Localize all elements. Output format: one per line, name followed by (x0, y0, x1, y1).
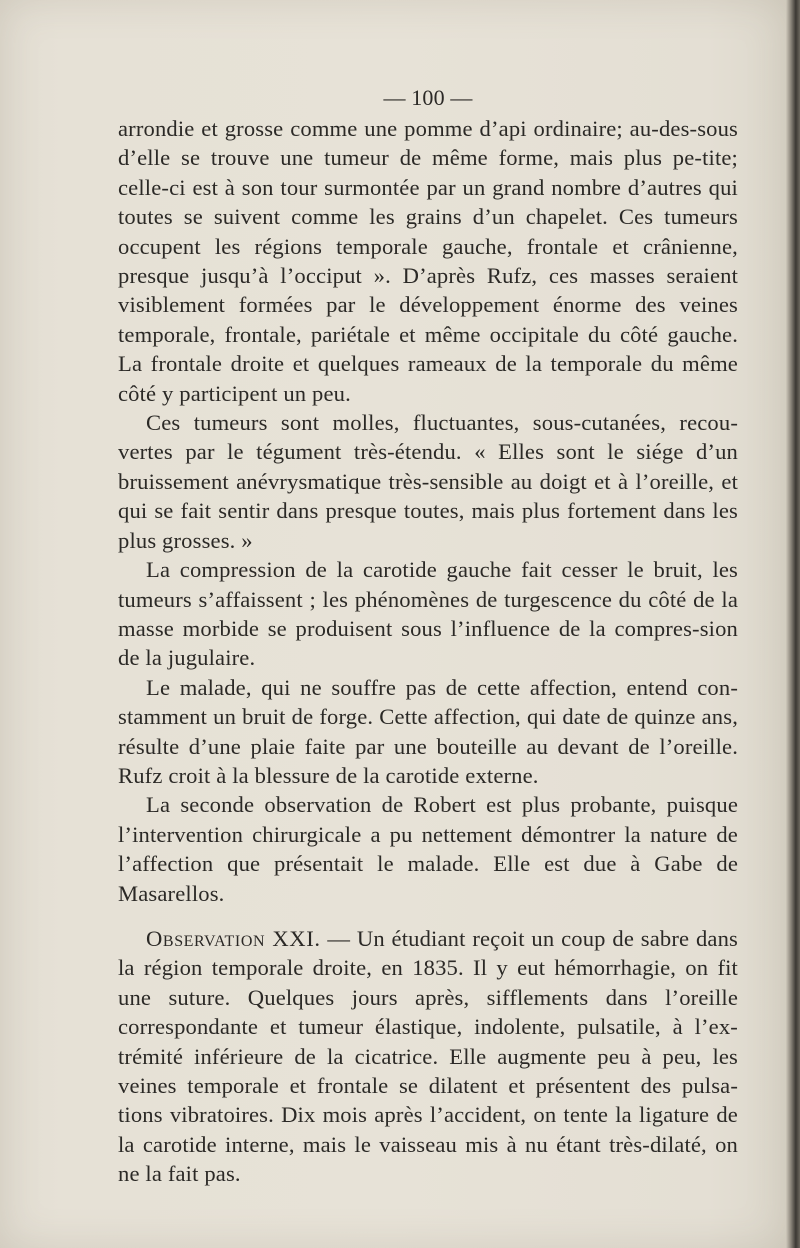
body-text (118, 114, 738, 1189)
paragraph-2: Ces tumeurs sont molles, fluctuantes, sous-cutanées, recou-vertes par le tégument très-étendu. « Elles sont le siége d’un bruissement anévrysmatique très-sensible au doigt et à l’oreille, et qui se fait sentir dans presque toutes, mais plus fortement dans les plus grosses. » (118, 410, 738, 553)
observation-heading: Observation XXI. (146, 925, 321, 951)
paragraph-5: La seconde observation de Robert est plus probante, puisque l’intervention chirurgicale a pu nettement démontrer la nature de l’affection que présentait le malade. Elle est due à Gabe de Masarellos. (118, 792, 738, 906)
observation-text: — Un étudiant reçoit un coup de sabre dans la région temporale droite, en 1835. Il y eut hémorrhagie, on fit une suture. Quelques jours après, sifflements dans l’oreille correspondante et tumeur élastique, indolente, pulsatile, à l’ex-trémité inférieure de la cicatrice. Elle augmente peu à peu, les veines temporale et frontale se dilatent et présentent des pulsa-tions vibratoires. Dix mois après l’accident, on tente la ligature de la carotide interne, mais le vaisseau mis à nu étant très-dilaté, on ne la fait pas. (118, 925, 738, 1187)
paragraph-1: arrondie et grosse comme une pomme d’api ordinaire; au-des-sous d’elle se trouve une tumeur de même forme, mais plus pe-tite; celle-ci est à son tour surmontée par un grand nombre d’autres qui toutes se suivent comme les grains d’un chapelet. Ces tumeurs occupent les régions temporale gauche, frontale et crânienne, presque jusqu’à l’occiput ». D’après Rufz, ces masses seraient visiblement formées par le développement énorme des veines temporale, frontale, pariétale et même occipitale du côté gauche. La frontale droite et quelques rameaux de la temporale du même côté y participent un peu. (118, 116, 738, 406)
paragraph-3: La compression de la carotide gauche fait cesser le bruit, les tumeurs s’affaissent ; les phénomènes de turgescence du côté de la masse morbide se produisent sous l’influence de la compres-sion de la jugulaire. (118, 557, 738, 671)
page-number: — 100 — (383, 85, 473, 110)
paragraph-4: Le malade, qui ne souffre pas de cette affection, entend con-stamment un bruit de forge. Cette affection, qui date de quinze ans, résulte d’une plaie faite par une bouteille au devant de l’oreille. Rufz croit à la blessure de la carotide externe. (118, 674, 738, 788)
observation-paragraph (118, 924, 738, 1189)
page-edge-shadow (786, 0, 800, 1248)
